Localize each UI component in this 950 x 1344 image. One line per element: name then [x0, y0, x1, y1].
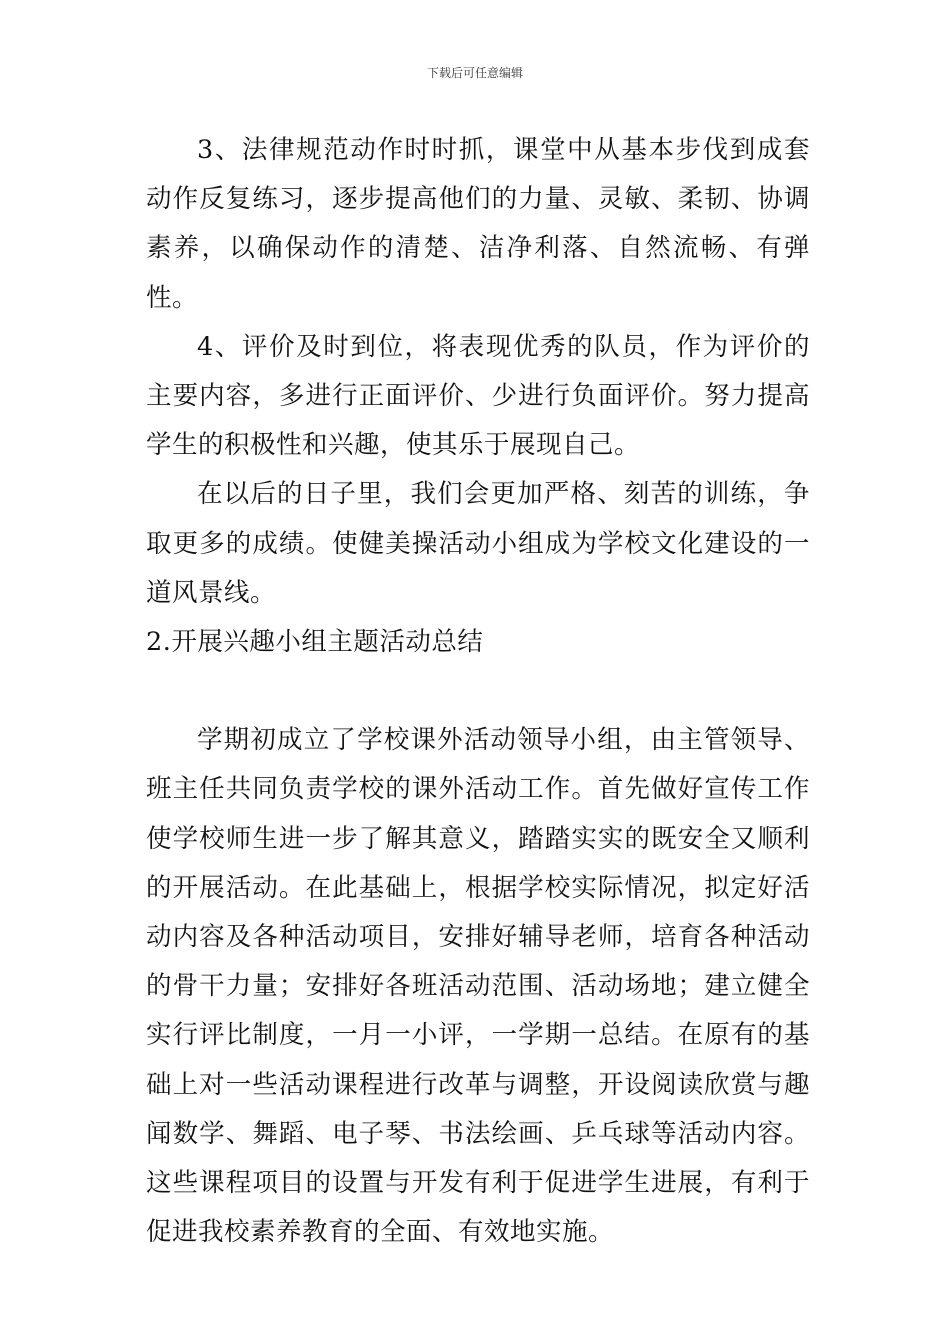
paragraph-item-4: 4、评价及时到位，将表现优秀的队员，作为评价的主要内容，多进行正面评价、少进行负面评价。努力提高学生的积极性和兴趣，使其乐于展现自己。 — [146, 331, 810, 461]
section-spacer — [146, 667, 810, 716]
page-header: 下载后可任意编辑 — [426, 66, 523, 80]
paragraph-summary: 学期初成立了学校课外活动领导小组，由主管领导、班主任共同负责学校的课外活动工作。首先做好宣传工作使学校师生进一步了解其意义，踏踏实实的既安全又顺利的开展活动。在此基础上，根据学校实际情况，拟定好活动内容及各种活动项目，安排好辅导老师，培育各种活动的骨干力量；安排好各班活动范围、活动场地；建立健全实行评比制度，一月一小评，一学期一总结。在原有的基础上对一些活动课程进行改革与调整，开设阅读欣赏与趣闻数学、舞蹈、电子琴、书法绘画、乒乓球等活动内容。这些课程项目的设置与开发有利于促进学生进展，有利于促进我校素养教育的全面、有效地实施。 — [146, 725, 810, 1248]
paragraph-item-3: 3、法律规范动作时时抓，课堂中从基本步伐到成套动作反复练习，逐步提高他们的力量、灵敏、柔韧、协调素养，以确保动作的清楚、洁净利落、自然流畅、有弹性。 — [146, 135, 810, 313]
paragraph-closing: 在以后的日子里，我们会更加严格、刻苦的训练，争取更多的成绩。使健美操活动小组成为学校文化建设的一道风景线。 — [146, 479, 810, 608]
section-heading: 2.开展兴趣小组主题活动总结 — [146, 627, 484, 658]
document-body — [146, 126, 810, 1257]
